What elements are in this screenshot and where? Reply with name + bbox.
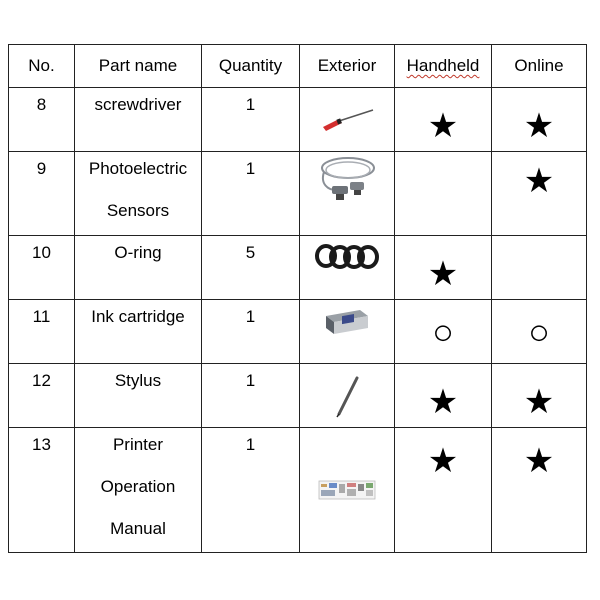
cell-quantity: 1 (202, 364, 300, 428)
cell-no: 8 (9, 88, 75, 152)
photoelectric-sensor-icon (314, 154, 380, 206)
cell-part-name: Ink cartridge (75, 300, 202, 364)
header-handheld (395, 45, 492, 88)
cell-exterior (300, 236, 395, 300)
star-mark: ★ (523, 162, 555, 200)
cell-online (492, 88, 587, 152)
star-mark: ★ (523, 442, 555, 480)
cell-handheld (395, 364, 492, 428)
star-mark: ★ (427, 442, 459, 480)
cell-online (492, 300, 587, 364)
cell-exterior (300, 300, 395, 364)
cell-no: 13 (9, 428, 75, 553)
manual-icon (317, 479, 377, 501)
stylus-icon (327, 374, 367, 418)
header-no: No. (9, 45, 75, 88)
o-ring-icon (314, 242, 380, 272)
cell-part-name: O-ring (75, 236, 202, 300)
table-row (9, 428, 587, 553)
cell-exterior (300, 152, 395, 236)
header-quantity: Quantity (202, 45, 300, 88)
parts-table (8, 44, 587, 553)
star-mark: ★ (523, 106, 555, 145)
cell-quantity: 1 (202, 428, 300, 553)
cell-online (492, 428, 587, 553)
header-handheld-label: Handheld (406, 56, 480, 75)
star-mark: ★ (427, 106, 459, 145)
cell-online (492, 236, 587, 300)
cell-handheld (395, 236, 492, 300)
cell-handheld (395, 300, 492, 364)
cell-online (492, 364, 587, 428)
cell-handheld (395, 428, 492, 553)
cell-part-name: Stylus (75, 364, 202, 428)
cell-handheld (395, 88, 492, 152)
table-row (9, 152, 587, 236)
cell-exterior (300, 88, 395, 152)
header-exterior: Exterior (300, 45, 395, 88)
cell-quantity: 1 (202, 88, 300, 152)
ink-cartridge-icon (320, 306, 374, 338)
star-mark: ★ (427, 254, 459, 293)
cell-exterior (300, 428, 395, 553)
cell-no: 11 (9, 300, 75, 364)
header-online: Online (492, 45, 587, 88)
circle-mark: ○ (432, 310, 454, 352)
cell-quantity: 5 (202, 236, 300, 300)
header-part-name: Part name (75, 45, 202, 88)
circle-mark: ○ (528, 310, 550, 352)
cell-no: 9 (9, 152, 75, 236)
star-mark: ★ (523, 382, 555, 421)
cell-quantity: 1 (202, 300, 300, 364)
star-mark: ★ (427, 382, 459, 421)
cell-online (492, 152, 587, 236)
cell-part-name: Photoelectric Sensors (75, 152, 202, 236)
cell-no: 10 (9, 236, 75, 300)
screwdriver-icon (317, 105, 377, 135)
cell-no: 12 (9, 364, 75, 428)
cell-part-name: screwdriver (75, 88, 202, 152)
cell-part-name: Printer Operation Manual (75, 428, 202, 553)
cell-quantity: 1 (202, 152, 300, 236)
cell-exterior (300, 364, 395, 428)
cell-handheld (395, 152, 492, 236)
